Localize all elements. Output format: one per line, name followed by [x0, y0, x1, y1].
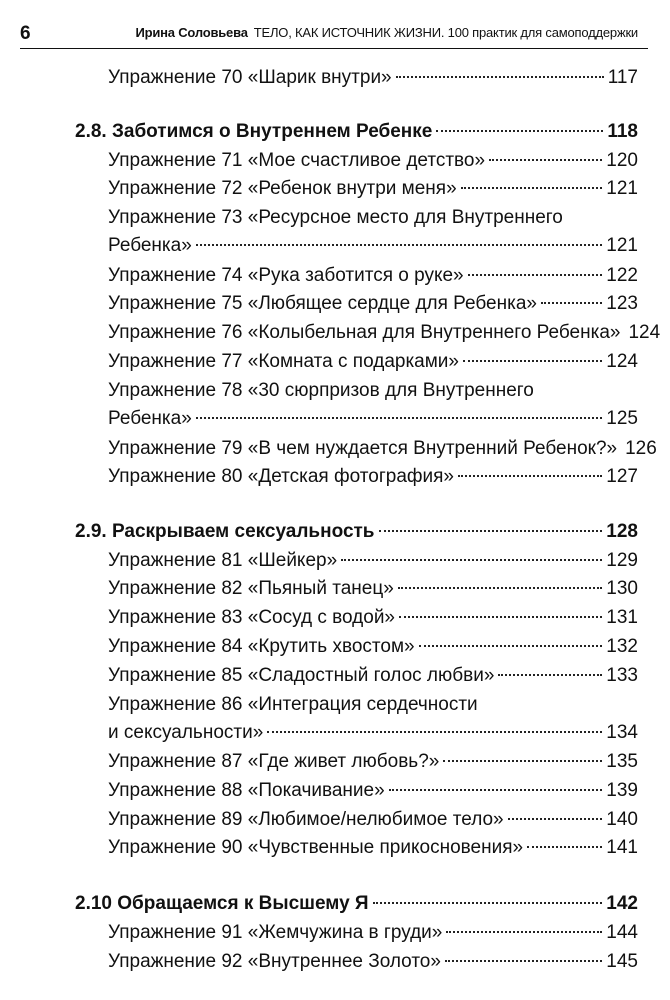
toc-page-number: 125 [606, 408, 638, 429]
toc-entry-label: Упражнение 78 «30 сюрпризов для Внутреннего [108, 380, 534, 401]
toc-section-2-8 [75, 118, 638, 146]
toc-entry-label: Упражнение 79 «В чем нуждается Внутренний Ребенок?» [108, 438, 618, 459]
toc-page-number: 122 [606, 265, 638, 286]
toc-entry-label-cont: и сексуальности» [108, 722, 264, 743]
toc-entry-label: Упражнение 90 «Чувственные прикосновения» [108, 837, 524, 858]
dot-leader [267, 731, 602, 733]
toc-entry-label: Упражнение 82 «Пьяный танец» [108, 578, 394, 599]
toc-page-number: 128 [606, 521, 638, 542]
toc-entry-76 [108, 319, 661, 347]
dot-leader [399, 616, 602, 618]
toc-page-number: 124 [606, 351, 638, 372]
toc-entry-71 [108, 147, 638, 175]
toc-entry-80 [108, 463, 638, 491]
toc-entry-75 [108, 290, 638, 318]
toc-entry-label: Упражнение 87 «Где живет любовь?» [108, 751, 440, 772]
dot-leader [443, 760, 602, 762]
toc-entry-89 [108, 806, 638, 834]
dot-leader [508, 818, 603, 820]
toc-page-number: 126 [625, 438, 657, 459]
toc-entry-label: Упражнение 85 «Сладостный голос любви» [108, 665, 495, 686]
toc-section-2-9 [75, 518, 638, 546]
toc-entry-label: Упражнение 81 «Шейкер» [108, 550, 338, 571]
toc-entry-label: Упражнение 84 «Крутить хвостом» [108, 636, 415, 657]
toc-page-number: 131 [606, 607, 638, 628]
toc-page-number: 142 [606, 893, 638, 914]
toc-page-number: 134 [606, 722, 638, 743]
toc-page-number: 123 [606, 293, 638, 314]
toc-page-number: 140 [606, 809, 638, 830]
toc-entry-label: Упражнение 89 «Любимое/нелюбимое тело» [108, 809, 504, 830]
toc-entry-label: Упражнение 73 «Ресурсное место для Внутреннего [108, 207, 563, 228]
toc-section-2-10 [75, 890, 638, 918]
toc-entry-79 [108, 435, 657, 463]
toc-page-number: 121 [606, 235, 638, 256]
toc-entry-label: Упражнение 77 «Комната с подарками» [108, 351, 459, 372]
toc-entry-84 [108, 633, 638, 661]
dot-leader [541, 302, 602, 304]
dot-leader [379, 530, 603, 532]
dot-leader [196, 417, 603, 419]
dot-leader [445, 960, 602, 962]
dot-leader [489, 159, 602, 161]
toc-entry-91 [108, 919, 638, 947]
toc-page-number: 144 [606, 922, 638, 943]
book-author: Ирина Соловьева [135, 25, 248, 40]
dot-leader [373, 902, 603, 904]
dot-leader [196, 244, 603, 246]
book-title: ТЕЛО, КАК ИСТОЧНИК ЖИЗНИ. 100 практик для самоподдержки [253, 25, 638, 40]
toc-page-number: 127 [606, 466, 638, 487]
section-title: 2.10 Обращаемся к Высшему Я [75, 893, 369, 914]
toc-entry-72 [108, 175, 638, 203]
toc-entry-label: Упражнение 70 «Шарик внутри» [108, 67, 392, 88]
toc-entry-label-cont: Ребенка» [108, 235, 192, 256]
toc-page-number: 139 [606, 780, 638, 801]
toc-entry-78-line2 [108, 405, 638, 433]
dot-leader [396, 76, 604, 78]
dot-leader [498, 674, 602, 676]
toc-entry-label: Упражнение 72 «Ребенок внутри меня» [108, 178, 457, 199]
toc-entry-label-cont: Ребенка» [108, 408, 192, 429]
toc-page-number: 133 [606, 665, 638, 686]
toc-entry-85 [108, 662, 638, 690]
toc-entry-73-line1 [108, 204, 638, 232]
dot-leader [446, 931, 602, 933]
toc-entry-92 [108, 948, 638, 976]
section-title: 2.9. Раскрываем сексуальность [75, 521, 375, 542]
dot-leader [461, 187, 603, 189]
toc-entry-86-line1 [108, 691, 638, 719]
dot-leader [398, 587, 603, 589]
toc-page-number: 130 [606, 578, 638, 599]
toc-page-number: 129 [606, 550, 638, 571]
section-title: 2.8. Заботимся о Внутреннем Ребенке [75, 121, 433, 142]
toc-entry-label: Упражнение 92 «Внутреннее Золото» [108, 951, 441, 972]
toc-entry-90 [108, 834, 638, 862]
toc-entry-87 [108, 748, 638, 776]
toc-page-number: 121 [606, 178, 638, 199]
toc-page-number: 124 [628, 322, 661, 343]
toc-page-number: 120 [606, 150, 638, 171]
toc-entry-82 [108, 575, 638, 603]
toc-page-number: 132 [606, 636, 638, 657]
toc-entry-78-line1 [108, 377, 638, 405]
toc-entry-81 [108, 547, 638, 575]
toc-entry-label: Упражнение 91 «Жемчужина в груди» [108, 922, 443, 943]
dot-leader [527, 846, 602, 848]
toc-entry-77 [108, 348, 638, 376]
toc-page-number: 141 [606, 837, 638, 858]
toc-entry-label: Упражнение 86 «Интеграция сердечности [108, 694, 478, 715]
toc-page-number: 118 [607, 121, 638, 142]
toc-entry-label: Упражнение 75 «Любящее сердце для Ребенка» [108, 293, 537, 314]
dot-leader [468, 274, 603, 276]
toc-entry-label: Упражнение 74 «Рука заботится о руке» [108, 265, 464, 286]
toc-page-number: 117 [607, 67, 638, 88]
toc-entry-86-line2 [108, 719, 638, 747]
toc-entry-88 [108, 777, 638, 805]
toc-entry-73-line2 [108, 232, 638, 260]
dot-leader [419, 645, 603, 647]
dot-leader [463, 360, 602, 362]
dot-leader [436, 130, 603, 132]
page-number: 6 [20, 23, 31, 44]
toc-entry-label: Упражнение 83 «Сосуд с водой» [108, 607, 396, 628]
toc-entry-label: Упражнение 80 «Детская фотография» [108, 466, 454, 487]
toc-entry-label: Упражнение 76 «Колыбельная для Внутреннего Ребенка» [108, 322, 621, 343]
toc-page-number: 135 [606, 751, 638, 772]
toc-entry-74 [108, 262, 638, 290]
dot-leader [389, 789, 603, 791]
toc-entry-83 [108, 604, 638, 632]
toc-entry-label: Упражнение 71 «Мое счастливое детство» [108, 150, 486, 171]
toc-page-number: 145 [606, 951, 638, 972]
toc-entry-label: Упражнение 88 «Покачивание» [108, 780, 385, 801]
dot-leader [341, 559, 602, 561]
toc-entry-70 [108, 64, 638, 92]
dot-leader [458, 475, 602, 477]
